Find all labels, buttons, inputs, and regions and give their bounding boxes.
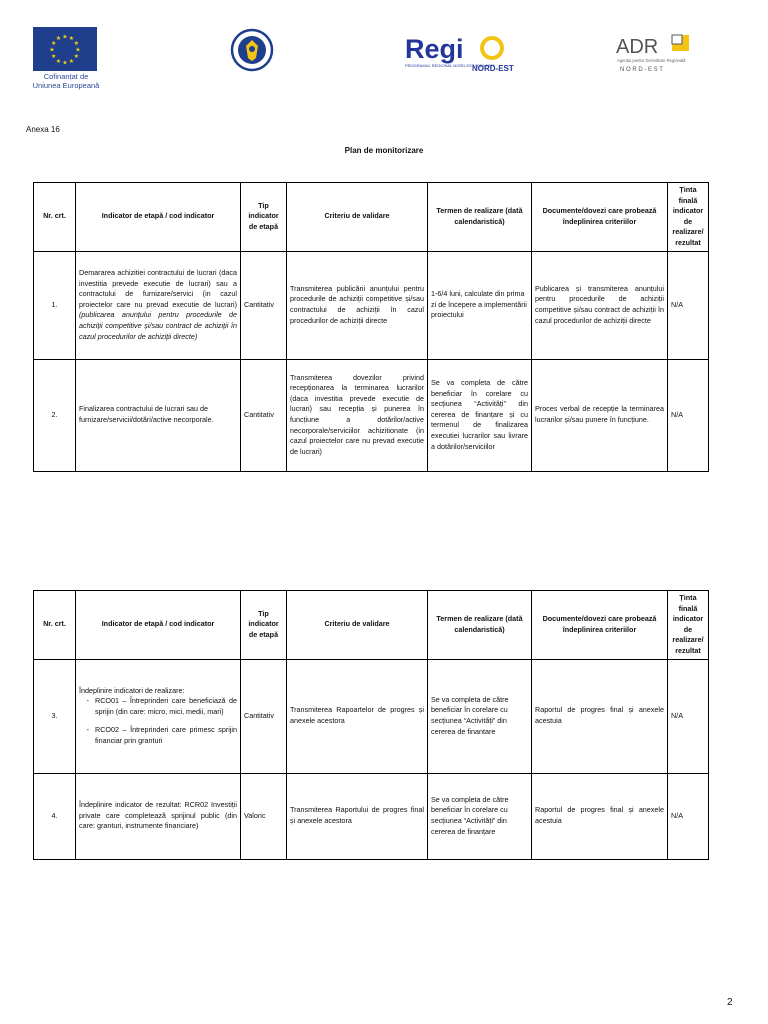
header-nr: Nr. crt.: [34, 183, 76, 252]
monitoring-table-2: [33, 590, 709, 860]
row-termen: 1-6/4 luni, calculate din prima zi de începere a implementării proiectului: [428, 251, 532, 359]
svg-text:ADR: ADR: [616, 36, 659, 58]
svg-text:PROGRAMUL REGIONAL NORD-EST 20: PROGRAMUL REGIONAL NORD-EST 2021-2027: [405, 63, 495, 68]
indicator-bullet-list: [79, 696, 237, 746]
table-row: [34, 359, 709, 471]
svg-text:N O R D - E S T: N O R D - E S T: [620, 67, 663, 73]
svg-text:★: ★: [73, 54, 79, 60]
row-indicator: [76, 659, 241, 773]
row-tip: Valoric: [241, 773, 287, 859]
header-termen: Termen de realizare (dată calendaristică): [428, 591, 532, 660]
row-tip: Cantitativ: [241, 359, 287, 471]
row-tinta: N/A: [668, 359, 709, 471]
row-indicator-text: Demararea achizitiei contractului de lucrari (daca investitia prevede executie de lucrari) sau a contractului de furnizare/servici (in cazul proiectelor care nu prevad executie de lucrari): [79, 267, 237, 309]
svg-text:★: ★: [68, 58, 75, 65]
svg-text:★: ★: [55, 36, 62, 43]
document-title: Plan de monitorizare: [344, 146, 424, 155]
row-documente: Raportul de progres final și anexele acestuia: [532, 773, 668, 859]
row-nr: 1.: [34, 251, 76, 359]
list-item: - RCO01 – Întreprinderi care beneficiază de sprijin (din care: micro, mici, medii, mari): [95, 696, 237, 717]
row-termen: Se va completa de către beneficiar în corelare cu secțiunea “Activități” din cererea de finanțare și cu termenul de finalizarea executiei lucrarilor sau livrare a dotărilor/serviciilor: [428, 359, 532, 471]
annex-label: Anexa 16: [26, 125, 60, 134]
row-tip: Cantitativ: [241, 251, 287, 359]
header-documente: Documente/dovezi care probează îndeplinirea criteriilor: [532, 183, 668, 252]
row-documente: Publicarea și transmiterea anunțului pentru procedurile de achiziții competitive și/sau contract de achiziții în cazul procedurilor de achiziții directe: [532, 251, 668, 359]
svg-text:★: ★: [51, 41, 57, 47]
header-criteriu: Criteriu de validare: [287, 183, 428, 252]
header-documente: Documente/dovezi care probează îndeplinirea criteriilor: [532, 591, 668, 660]
svg-text:NORD-EST: NORD-EST: [472, 64, 514, 73]
table-header-row: [34, 591, 709, 660]
svg-text:★: ★: [75, 47, 81, 54]
row-tip: Cantitativ: [241, 659, 287, 773]
regio-logo: [404, 32, 514, 74]
row-nr: 2.: [34, 359, 76, 471]
row-tinta: N/A: [668, 659, 709, 773]
row-indicator: Îndeplinire indicator de rezultat: RCR02 Investiții private care completează sprijinul public (din care: granturi, instrumente financiare): [76, 773, 241, 859]
row-indicator-note: (publicarea anunțului pentru procedurile de achiziții competitive și/sau contract de achiziții în cazul procedurilor de achiziții directe): [79, 310, 237, 341]
svg-text:★: ★: [55, 58, 62, 65]
svg-text:★: ★: [49, 47, 55, 54]
eu-flag-logo: [33, 27, 97, 71]
svg-text:★: ★: [73, 41, 79, 47]
header-tinta: Ținta finală indicator de realizare/ rezultat: [668, 183, 709, 252]
svg-text:Agenția pentru Dezvoltare Regi: Agenția pentru Dezvoltare Regională: [617, 58, 686, 63]
page-number: 2: [727, 997, 733, 1008]
row-termen: Se va completa de către beneficiar în corelare cu secțiunea “Activități” din cererea de finantare: [428, 659, 532, 773]
monitoring-table-1: [33, 182, 709, 472]
table-row: [34, 773, 709, 859]
row-tinta: N/A: [668, 251, 709, 359]
row-nr: 4.: [34, 773, 76, 859]
header-tip: Tip indicator de etapă: [241, 183, 287, 252]
row-indicator: Finalizarea contractului de lucrari sau de furnizare/servicii/dotări/active necorporale.: [76, 359, 241, 471]
row-tinta: N/A: [668, 773, 709, 859]
list-item: - RCO02 – Întreprinderi care primesc sprijin financiar prin granturi: [95, 725, 237, 746]
header-criteriu: Criteriu de validare: [287, 591, 428, 660]
government-seal-logo: [230, 28, 274, 72]
header-indicator: Indicator de etapă / cod indicator: [76, 183, 241, 252]
svg-text:Regi: Regi: [405, 34, 464, 64]
row-documente: Raportul de progres final și anexele acestuia: [532, 659, 668, 773]
table-row: [34, 659, 709, 773]
row-indicator: [76, 251, 241, 359]
header-nr: Nr. crt.: [34, 591, 76, 660]
table-row: [34, 251, 709, 359]
row-criteriu: Transmiterea publicării anunțului pentru procedurile de achiziții competitive și/sau contractului de achiziții în cazul procedurilor de achiziții directe: [287, 251, 428, 359]
svg-text:★: ★: [68, 36, 75, 43]
row-criteriu: Transmiterea Rapoartelor de progres și anexele acestora: [287, 659, 428, 773]
eu-cofinance-caption: Cofinanțat de Uniunea Europeană: [32, 72, 100, 90]
adr-logo: [614, 33, 698, 73]
table-header-row: [34, 183, 709, 252]
header-indicator: Indicator de etapă / cod indicator: [76, 591, 241, 660]
row-criteriu: Transmiterea Raportului de progres final și anexele acestora: [287, 773, 428, 859]
row-criteriu: Transmiterea dovezilor privind recepționarea la terminarea lucrarilor (daca investitia prevede executie de lucrari) sau recepția și punerea în funcțiune a dotărilor/active necorporale/serviciilor achizitionate (in cazul proiectelor care nu prevad executie de lucrari): [287, 359, 428, 471]
header-termen: Termen de realizare (dată calendaristică): [428, 183, 532, 252]
svg-text:★: ★: [62, 60, 68, 67]
header-tip: Tip indicator de etapă: [241, 591, 287, 660]
svg-text:★: ★: [51, 54, 57, 60]
row-nr: 3.: [34, 659, 76, 773]
svg-text:★: ★: [62, 34, 68, 41]
row-termen: Se va completa de către beneficiar în corelare cu secțiunea “Activități” din cererea de finanțare: [428, 773, 532, 859]
row-documente: Proces verbal de recepție la terminarea lucrarilor și/sau punere în funcțiune.: [532, 359, 668, 471]
row-indicator-text: Îndeplinire indicatori de realizare:: [79, 685, 185, 695]
header-tinta: Ținta finală indicator de realizare/ rezultat: [668, 591, 709, 660]
